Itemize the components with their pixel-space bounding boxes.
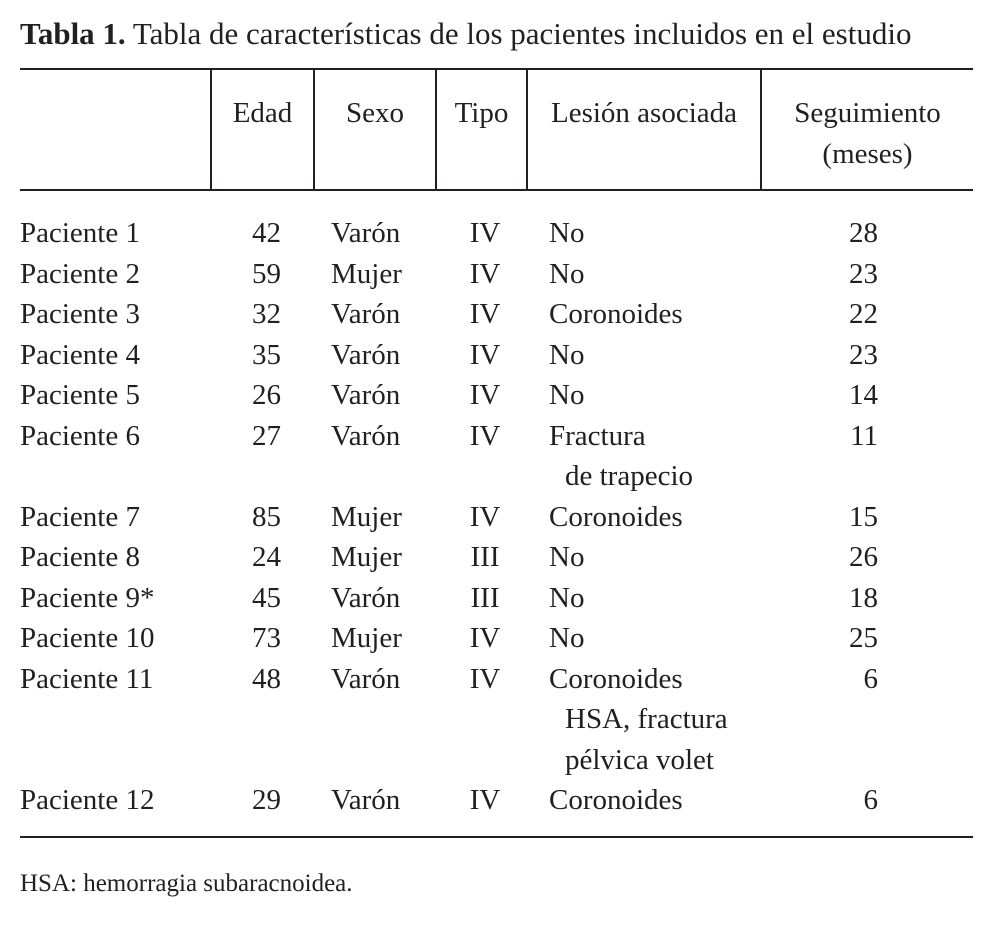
cell-paciente: Paciente 5	[20, 379, 140, 411]
caption-text: Tabla de características de los pacientes incluidos en el estudio	[132, 16, 912, 51]
cell-seguimiento: 18	[849, 581, 878, 614]
header-rule	[20, 189, 973, 191]
cell-sexo: Varón	[331, 379, 401, 411]
header-seguimiento-line2: (meses)	[822, 138, 913, 170]
cell-edad: 73	[252, 622, 281, 654]
cell-paciente: Paciente 8	[20, 541, 140, 573]
cell-seguimiento: 23	[849, 257, 878, 290]
cell-seguimiento: 23	[849, 338, 878, 371]
cell-sexo: Varón	[331, 298, 401, 330]
cell-sexo: Varón	[331, 338, 401, 371]
cell-seguimiento: 14	[849, 379, 878, 411]
cell-lesion: No	[549, 217, 585, 249]
cell-seguimiento: 25	[849, 622, 878, 654]
cell-paciente: Paciente 3	[20, 298, 140, 330]
cell-seguimiento: 28	[849, 217, 878, 249]
cell-edad: 35	[252, 338, 281, 371]
cell-lesion: Coronoides	[549, 662, 683, 695]
caption-label: Tabla 1.	[20, 16, 126, 51]
cell-seguimiento: 11	[850, 419, 878, 452]
cell-lesion: Fractura	[549, 419, 646, 452]
header-sexo: Sexo	[346, 97, 404, 129]
cell-paciente: Paciente 1	[20, 217, 140, 249]
header-tipo: Tipo	[454, 97, 509, 129]
cell-tipo: IV	[469, 419, 501, 452]
cell-sexo: Mujer	[331, 541, 402, 573]
cell-sexo: Varón	[331, 662, 401, 695]
cell-tipo: IV	[469, 784, 501, 816]
cell-sexo: Mujer	[331, 257, 402, 290]
cell-sexo: Varón	[331, 217, 401, 249]
cell-edad: 29	[252, 784, 281, 816]
cell-edad: 32	[252, 298, 281, 330]
cell-paciente: Paciente 7	[20, 500, 140, 533]
cell-paciente: Paciente 4	[20, 338, 140, 371]
top-rule	[20, 68, 973, 70]
cell-tipo: IV	[469, 662, 501, 695]
cell-seguimiento: 26	[849, 541, 878, 573]
cell-lesion: No	[549, 622, 585, 654]
cell-sexo: Varón	[331, 581, 401, 614]
cell-tipo: IV	[469, 379, 501, 411]
cell-paciente: Paciente 12	[20, 784, 155, 816]
footnote: HSA: hemorragia subaracnoidea.	[20, 870, 353, 897]
cell-sexo: Varón	[331, 419, 401, 452]
header-seguimiento	[762, 93, 973, 175]
cell-paciente: Paciente 9*	[20, 581, 155, 614]
cell-lesion-continuation: HSA, fractura	[565, 703, 728, 735]
cell-seguimiento: 6	[863, 662, 878, 695]
cell-tipo: IV	[469, 500, 501, 533]
cell-tipo: IV	[469, 257, 501, 290]
cell-tipo: IV	[469, 217, 501, 249]
cell-seguimiento: 15	[849, 500, 878, 533]
cell-tipo: III	[470, 581, 500, 614]
cell-edad: 48	[252, 662, 281, 695]
cell-edad: 26	[252, 379, 281, 411]
cell-seguimiento: 22	[849, 298, 878, 330]
cell-paciente: Paciente 11	[20, 662, 154, 695]
cell-edad: 59	[252, 257, 281, 290]
cell-lesion: No	[549, 338, 585, 371]
cell-sexo: Varón	[331, 784, 401, 816]
cell-edad: 42	[252, 217, 281, 249]
cell-lesion: No	[549, 581, 585, 614]
header-edad: Edad	[232, 97, 293, 129]
header-lesion: Lesión asociada	[550, 97, 737, 129]
cell-lesion: Coronoides	[549, 784, 683, 816]
cell-paciente: Paciente 10	[20, 622, 155, 654]
cell-paciente: Paciente 2	[20, 257, 140, 290]
cell-lesion-continuation: pélvica volet	[565, 743, 714, 776]
cell-sexo: Mujer	[331, 622, 402, 654]
cell-edad: 24	[252, 541, 281, 573]
header-seguimiento-line1: Seguimiento	[794, 97, 941, 129]
cell-lesion-continuation: de trapecio	[565, 460, 694, 492]
cell-lesion: Coronoides	[549, 298, 683, 330]
cell-edad: 85	[252, 500, 281, 533]
cell-lesion: No	[549, 257, 585, 290]
bottom-rule	[20, 836, 973, 838]
cell-lesion: Coronoides	[549, 500, 683, 533]
cell-paciente: Paciente 6	[20, 419, 140, 452]
cell-tipo: IV	[469, 298, 501, 330]
cell-tipo: IV	[469, 338, 501, 371]
cell-lesion: No	[549, 541, 585, 573]
cell-lesion: No	[549, 379, 585, 411]
cell-tipo: III	[470, 541, 500, 573]
cell-sexo: Mujer	[331, 500, 402, 533]
cell-edad: 45	[252, 581, 281, 614]
cell-tipo: IV	[469, 622, 501, 654]
table-caption	[20, 14, 911, 54]
cell-edad: 27	[252, 419, 281, 452]
cell-seguimiento: 6	[863, 784, 878, 816]
